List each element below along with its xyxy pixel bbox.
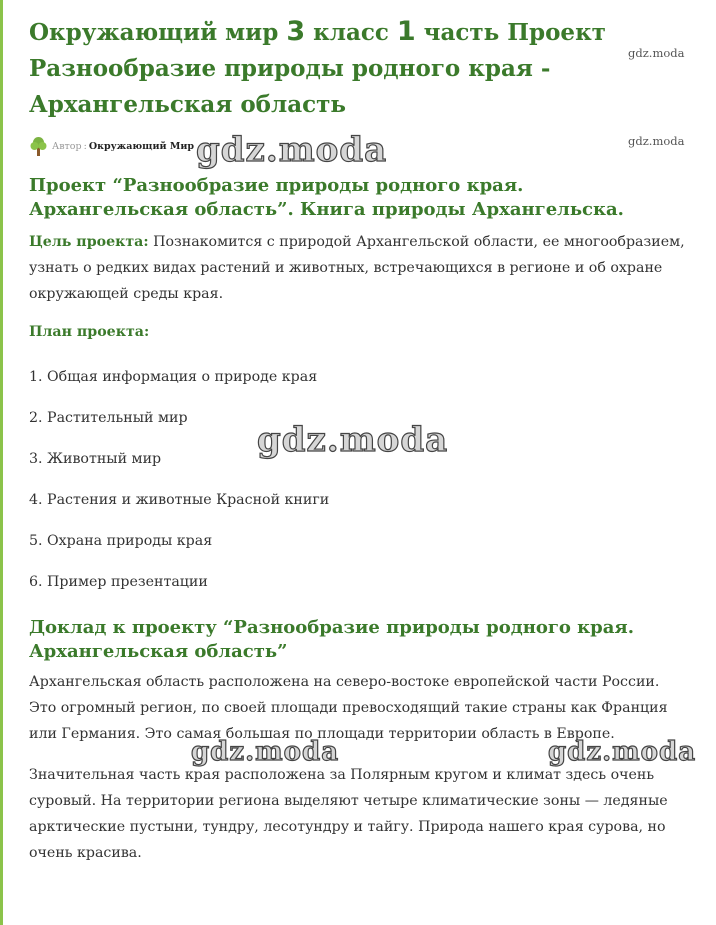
page-title: Окружающий мир 3 класс 1 часть Проект Разнообразие природы родного края - Архангельская область bbox=[29, 16, 606, 118]
plan-label: План проекта: bbox=[29, 324, 150, 340]
plan-item: 1. Общая информация о природе края bbox=[29, 369, 318, 385]
plan-item: 2. Растительный мир bbox=[29, 410, 188, 426]
watermark-large: gdz.moda bbox=[257, 420, 449, 460]
author-line bbox=[29, 136, 194, 156]
plan-item: 3. Животный мир bbox=[29, 451, 162, 467]
watermark-small: gdz.moda bbox=[628, 46, 685, 60]
tree-icon bbox=[29, 136, 48, 156]
watermark-large: gdz.moda bbox=[548, 737, 697, 767]
plan-item: 4. Растения и животные Красной книги bbox=[29, 492, 330, 508]
watermark-small: gdz.moda bbox=[628, 134, 685, 148]
watermark-large: gdz.moda bbox=[196, 130, 388, 170]
author-label: Автор bbox=[52, 140, 82, 152]
goal-label: Цель проекта: bbox=[29, 234, 149, 250]
watermark-large: gdz.moda bbox=[191, 737, 340, 767]
left-accent-bar bbox=[0, 0, 3, 925]
plan-item: 6. Пример презентации bbox=[29, 574, 208, 590]
goal-text: Познакомится с природой Архангельской области, ее многообразием, узнать о редких видах растений и животных, встречающихся в регионе и об охране окружающей среды края. bbox=[29, 234, 685, 302]
section-heading-report: Доклад к проекту “Разнообразие природы родного края. Архангельская область” bbox=[29, 617, 634, 662]
report-paragraph: Значительная часть края расположена за Полярным кругом и климат здесь очень суровый. На территории региона выделяют четыре климатические зоны — ледяные арктические пустыни, тундру, лесотундру и тайгу. Природа нашего края сурова, но очень красива. bbox=[29, 767, 668, 861]
author-separator: : bbox=[83, 140, 87, 152]
author-name[interactable]: Окружающий Мир bbox=[88, 140, 195, 152]
plan-item: 5. Охрана природы края bbox=[29, 533, 213, 549]
project-goal bbox=[29, 229, 689, 307]
report-paragraph: Архангельская область расположена на северо-востоке европейской части России. Это огромный регион, по своей площади превосходящий такие страны как Франция или Германия. Это самая большая по площади территории область в Европе. bbox=[29, 674, 668, 742]
section-heading-project: Проект “Разнообразие природы родного края. Архангельская область”. Книга природы Архангельска. bbox=[29, 175, 624, 220]
